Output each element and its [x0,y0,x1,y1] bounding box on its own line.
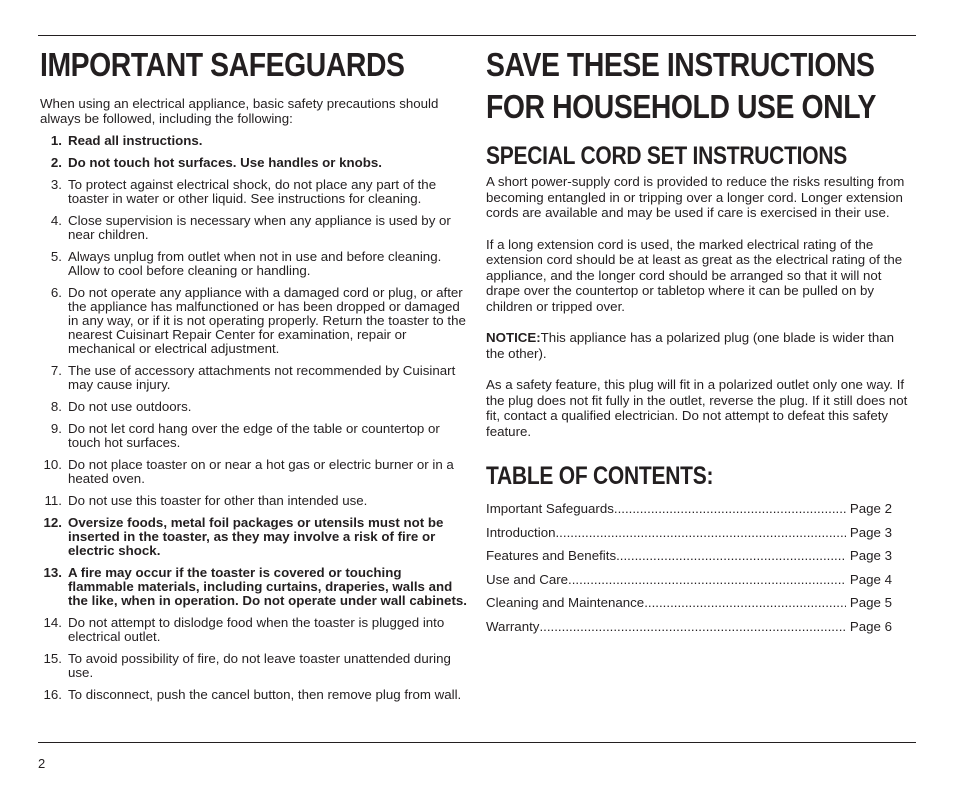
cord-paragraph-1: A short power-supply cord is provided to reduce the risks resulting from becoming entangled in or tripping over a longer cord. Longer extension cords are available and may be used if care is exercised in their use. [486,174,905,220]
safeguard-item [40,516,470,558]
safeguard-number: 14. [43,615,62,630]
safeguard-number: 11. [44,493,62,508]
toc-entry-label: Important Safeguards [486,501,614,516]
safeguard-item [40,566,470,608]
safeguard-number: 6. [50,285,62,300]
notice-paragraph [486,330,912,361]
save-instructions-heading [486,44,912,128]
safeguard-number: 3. [50,177,62,192]
safeguard-item [40,364,470,392]
toc-dot-leader [568,572,846,587]
safeguard-number: 15. [43,651,62,666]
toc-dot-leader [616,548,846,563]
toc-dot-leader [539,619,845,634]
safeguard-number: 7. [50,363,62,378]
toc-entry[interactable] [486,595,892,610]
safeguard-text: Do not touch hot surfaces. Use handles or knobs. [68,155,382,170]
toc-entry-page: Page 2 [849,501,892,516]
safeguard-number: 8. [50,399,62,414]
safeguard-text: To avoid possibility of fire, do not leave toaster unattended during use. [68,651,451,680]
safeguard-item [40,688,470,702]
safeguard-text: Do not attempt to dislodge food when the toaster is plugged into electrical outlet. [68,615,445,644]
notice-label: NOTICE: [486,330,541,345]
toc-dot-leader [555,525,845,540]
safeguard-text: Do not use outdoors. [68,399,192,414]
safeguards-intro: When using an electrical appliance, basic safety precautions should always be followed, including the following: [40,96,439,126]
safeguard-number: 4. [50,213,62,228]
safeguard-number: 5. [50,249,62,264]
safeguard-item [40,400,470,414]
safeguard-text: Do not operate any appliance with a damaged cord or plug, or after the appliance has malfunctioned or has been dropped or damaged in any way, or if it is not operating properly. Return the toaster to the nearest Cuisinart Repair Center for examination, repair or mechanical or electrical adjustment. [68,285,466,356]
polarized-plug-paragraph: As a safety feature, this plug will fit in a polarized outlet only one way. If the plug does not fit fully in the outlet, reverse the plug. If it still does not fit, contact a qualified electrician. Do not attempt to defeat this safety feature. [486,377,908,439]
safeguard-item [40,134,470,148]
toc-list [486,501,912,634]
safeguard-item [40,250,470,278]
safeguard-item [40,286,470,356]
toc-heading: TABLE OF CONTENTS: [486,462,714,490]
safeguard-number: 9. [50,421,62,436]
safeguard-number: 12. [43,515,62,530]
safeguard-text: Do not let cord hang over the edge of the table or countertop or touch hot surfaces. [68,421,440,450]
safeguard-number: 10. [43,457,62,472]
safeguard-number: 13. [43,565,62,580]
safeguard-number: 16. [43,687,62,702]
toc-entry[interactable] [486,572,892,587]
toc-entry-page: Page 3 [849,524,892,540]
toc-dot-leader [614,501,846,516]
toc-entry-label: Warranty [486,618,540,634]
safeguard-text: To protect against electrical shock, do not place any part of the toaster in water or other liquid. See instructions for cleaning. [68,177,437,206]
safeguard-item [40,156,470,170]
toc-entry[interactable] [486,619,892,634]
cord-set-heading: SPECIAL CORD SET INSTRUCTIONS [486,142,848,170]
safeguard-text: Read all instructions. [68,133,203,148]
safeguards-column [40,44,470,710]
safeguard-item [40,616,470,644]
toc-entry-label: Features and Benefits [486,548,617,563]
safeguard-item [40,458,470,486]
safeguard-number: 2. [50,155,62,170]
safeguard-text: To disconnect, push the cancel button, then remove plug from wall. [68,687,462,702]
safeguard-text: Close supervision is necessary when any appliance is used by or near children. [68,213,451,242]
cord-paragraph-2: If a long extension cord is used, the marked electrical rating of the extension cord should be at least as great as the electrical rating of the appliance, and the longer cord should be arranged so that it will not drape over the countertop or tabletop where it can be pulled on by children or tripped over. [486,236,903,314]
safeguard-text: Do not use this toaster for other than intended use. [68,493,368,508]
instructions-column [486,44,912,642]
safeguard-item [40,652,470,680]
safeguards-title: IMPORTANT SAFEGUARDS [40,46,405,83]
safeguard-text: A fire may occur if the toaster is covered or touching flammable materials, including curtains, draperies, walls and the like, when in operation. Do not operate under wall cabinets. [68,565,467,608]
safeguard-text: The use of accessory attachments not recommended by Cuisinart may cause injury. [68,363,456,392]
notice-text: This appliance has a polarized plug (one blade is wider than the other). [486,330,895,361]
toc-entry[interactable] [486,525,892,540]
toc-entry[interactable] [486,501,892,516]
toc-entry[interactable] [486,548,892,563]
toc-dot-leader [644,595,846,610]
toc-entry-label: Use and Care [486,571,569,587]
toc-entry-label: Cleaning and Maintenance [486,595,645,610]
save-title-line1: SAVE THESE INSTRUCTIONS [486,46,875,83]
safeguard-text: Always unplug from outlet when not in use and before cleaning. Allow to cool before cleaning or handling. [68,249,442,278]
toc-entry-page: Page 6 [849,618,892,634]
toc-entry-page: Page 4 [849,571,892,587]
safeguard-text: Oversize foods, metal foil packages or utensils must not be inserted in the toaster, as they may involve a risk of fire or electric shock. [68,515,444,558]
save-title-line2: FOR HOUSEHOLD USE ONLY [486,88,877,125]
safeguard-text: Do not place toaster on or near a hot gas or electric burner or in a heated oven. [68,457,454,486]
page-number: 2 [38,756,46,771]
toc-entry-label: Introduction [486,524,556,540]
toc-entry-page: Page 3 [849,548,892,563]
safeguard-item [40,178,470,206]
bottom-rule [38,742,916,743]
safeguard-item [40,494,470,508]
top-rule [38,35,916,36]
safeguard-number: 1. [50,133,62,148]
safeguards-list [40,134,470,702]
safeguard-item [40,214,470,242]
safeguard-item [40,422,470,450]
toc-entry-page: Page 5 [849,595,892,610]
